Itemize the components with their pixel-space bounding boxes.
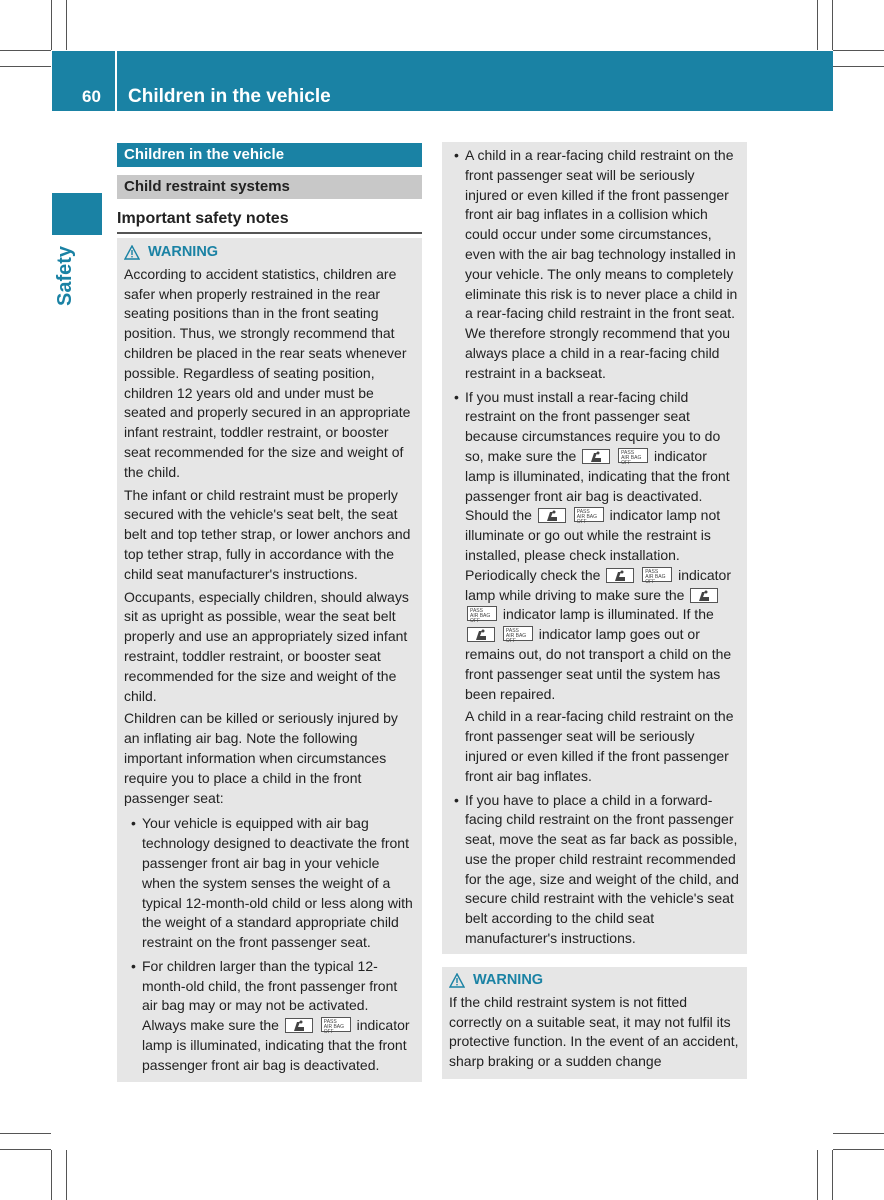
crop-mark [832, 1150, 833, 1200]
safety-notes-heading: Important safety notes [117, 210, 289, 227]
page-title: Children in the vehicle [128, 86, 331, 107]
list-item [449, 388, 740, 787]
crop-mark [0, 1133, 51, 1134]
list-item-text: indicator lamp not illuminate or go out while the restraint is installed, please check installation. Periodically check the [465, 507, 721, 583]
warning-box-left [117, 238, 422, 1082]
crop-mark [66, 1150, 67, 1200]
list-item [126, 957, 415, 1076]
airbag-off-label: AIR BAG OFF [505, 633, 527, 645]
crop-mark [833, 66, 884, 67]
list-item-text: Your vehicle is equipped with air bag technology designed to deactivate the front passenger front air bag in your vehicle when the system senses the weight of a typical 12-month-old child or less along with the weight of a standard appropriate child restraint on the front passenger seat. [142, 815, 413, 951]
passenger-seat-icon [690, 588, 718, 603]
header-divider [115, 51, 117, 111]
list-item-text: A child in a rear-facing child restraint on the front passenger seat will be seriously injured or even killed if the front passenger front air bag inflates in a collision which could occur under some circumstances, even with the air bag technology installed in your vehicle. The only means to completely eliminate this risk is to never place a child in a rear-facing child restraint in the front seat. We therefore strongly recommend that you always place a child in a rear-facing child restraint in a backseat. [465, 147, 738, 381]
warning-box-right [442, 142, 747, 954]
pass-airbag-off-icon [321, 1017, 351, 1036]
warning-header [124, 243, 415, 263]
warning-paragraph: According to accident statistics, children are safer when properly restrained in the rear seating positions than in the front seating position. Thus, we strongly recommend that children be placed in the rear seats whenever possible. Regardless of seating position, children 12 years old and under must be seated and properly secured in an appropriate infant restraint, toddler restraint, or booster seat recommended for the size and weight of the child. [124, 265, 411, 480]
passenger-seat-icon [467, 627, 495, 642]
pass-airbag-off-icon [574, 507, 604, 526]
warning-paragraph: Occupants, especially children, should always sit as upright as possible, wear the seat belt properly and use an appropriately sized infant restraint, toddler restraint, or booster seat recommended for the size and weight of the child. [124, 588, 409, 704]
crop-mark [817, 0, 818, 50]
warning-paragraph: Children can be killed or seriously injured by an inflating air bag. Note the following important information when circumstances require you to place a child in the front passenger seat: [124, 710, 398, 806]
subsection-heading: Child restraint systems [117, 175, 422, 199]
side-tab-marker [52, 193, 102, 235]
warning-header [449, 971, 740, 991]
pass-airbag-off-icon [618, 448, 648, 466]
airbag-off-label: AIR BAG OFF [645, 573, 666, 585]
passenger-seat-icon [606, 568, 634, 583]
list-item-paragraph: A child in a rear-facing child restraint on the front passenger seat will be seriously injured or even killed if the front passenger front air bag inflates. [465, 708, 734, 784]
pass-label: PASS [576, 509, 590, 516]
page-number: 60 [82, 87, 101, 106]
crop-mark [0, 1149, 51, 1150]
crop-mark [0, 50, 51, 51]
side-tab-label: Safety [54, 245, 76, 306]
crop-mark [51, 1150, 52, 1200]
warning-box-right-2 [442, 967, 747, 1079]
crop-mark [833, 50, 884, 51]
crop-mark [833, 1133, 884, 1134]
list-item [449, 146, 740, 384]
crop-mark [66, 0, 67, 50]
list-item-text: For children larger than the typical 12-month-old child, the front passenger front air bag may or may not be activated. Always make sure the [142, 957, 398, 1034]
list-item-text: indicator lamp goes out or remains out, do not transport a child on the front passenger seat until the system has been repaired. [465, 626, 732, 702]
crop-mark [833, 1149, 884, 1150]
crop-mark [817, 1150, 818, 1200]
pass-label: PASS [645, 568, 659, 575]
airbag-off-label: AIR BAG OFF [470, 613, 491, 625]
section-heading: Children in the vehicle [117, 143, 422, 167]
crop-mark [832, 0, 833, 50]
pass-airbag-off-icon [503, 626, 533, 645]
pass-label: PASS [621, 449, 635, 456]
heading-rule [117, 232, 422, 234]
list-item-text: indicator lamp is illuminated. If the [502, 606, 714, 623]
warning-triangle-icon [124, 245, 140, 260]
list-item-text: indicator lamp while driving to make sure the [465, 566, 731, 603]
list-item [449, 791, 740, 949]
crop-mark [0, 66, 51, 67]
list-item-text: If you must install a rear-facing child restraint on the front passenger seat because circumstances require you to do so, make sure the [465, 388, 721, 464]
warning-paragraph: If the child restraint system is not fitted correctly on a suitable seat, it may not fulfil its protective function. In the event of an accident, sharp braking or a sudden change [449, 993, 739, 1070]
passenger-seat-icon [285, 1018, 313, 1033]
pass-airbag-off-icon [642, 567, 672, 585]
list-item [126, 814, 415, 953]
warning-title: WARNING [473, 972, 544, 988]
pass-label: PASS [505, 628, 519, 635]
warning-triangle-icon [449, 973, 465, 988]
airbag-off-label: AIR BAG OFF [621, 454, 642, 466]
pass-label: PASS [323, 1019, 337, 1026]
list-item-text: indicator lamp is illuminated, indicating that the front passenger front air bag is deactivated. Should the [465, 447, 730, 524]
list-item-text: indicator lamp is illuminated, indicating that the front passenger front air bag is deactivated. [142, 1017, 410, 1073]
pass-label: PASS [470, 608, 483, 615]
passenger-seat-icon [582, 449, 610, 464]
list-item-text: If you have to place a child in a forward-facing child restraint on the front passenger seat, move the seat as far back as possible, use the proper child restraint recommended for the age, size and weight of the child, and secure child restraint with the vehicle's seat belt according to the child seat manufacturer's instructions. [465, 791, 739, 947]
warning-title: WARNING [148, 244, 219, 260]
passenger-seat-icon [538, 508, 566, 523]
airbag-off-label: AIR BAG OFF [576, 514, 598, 526]
pass-airbag-off-icon [467, 606, 497, 625]
crop-mark [51, 0, 52, 50]
warning-paragraph: The infant or child restraint must be properly secured with the vehicle's seat belt, the seat belt and top tether strap, or lower anchors and top tether strap, fully in accordance with the child seat manufacturer's instructions. [124, 486, 411, 582]
airbag-off-label: AIR BAG OFF [323, 1024, 345, 1036]
